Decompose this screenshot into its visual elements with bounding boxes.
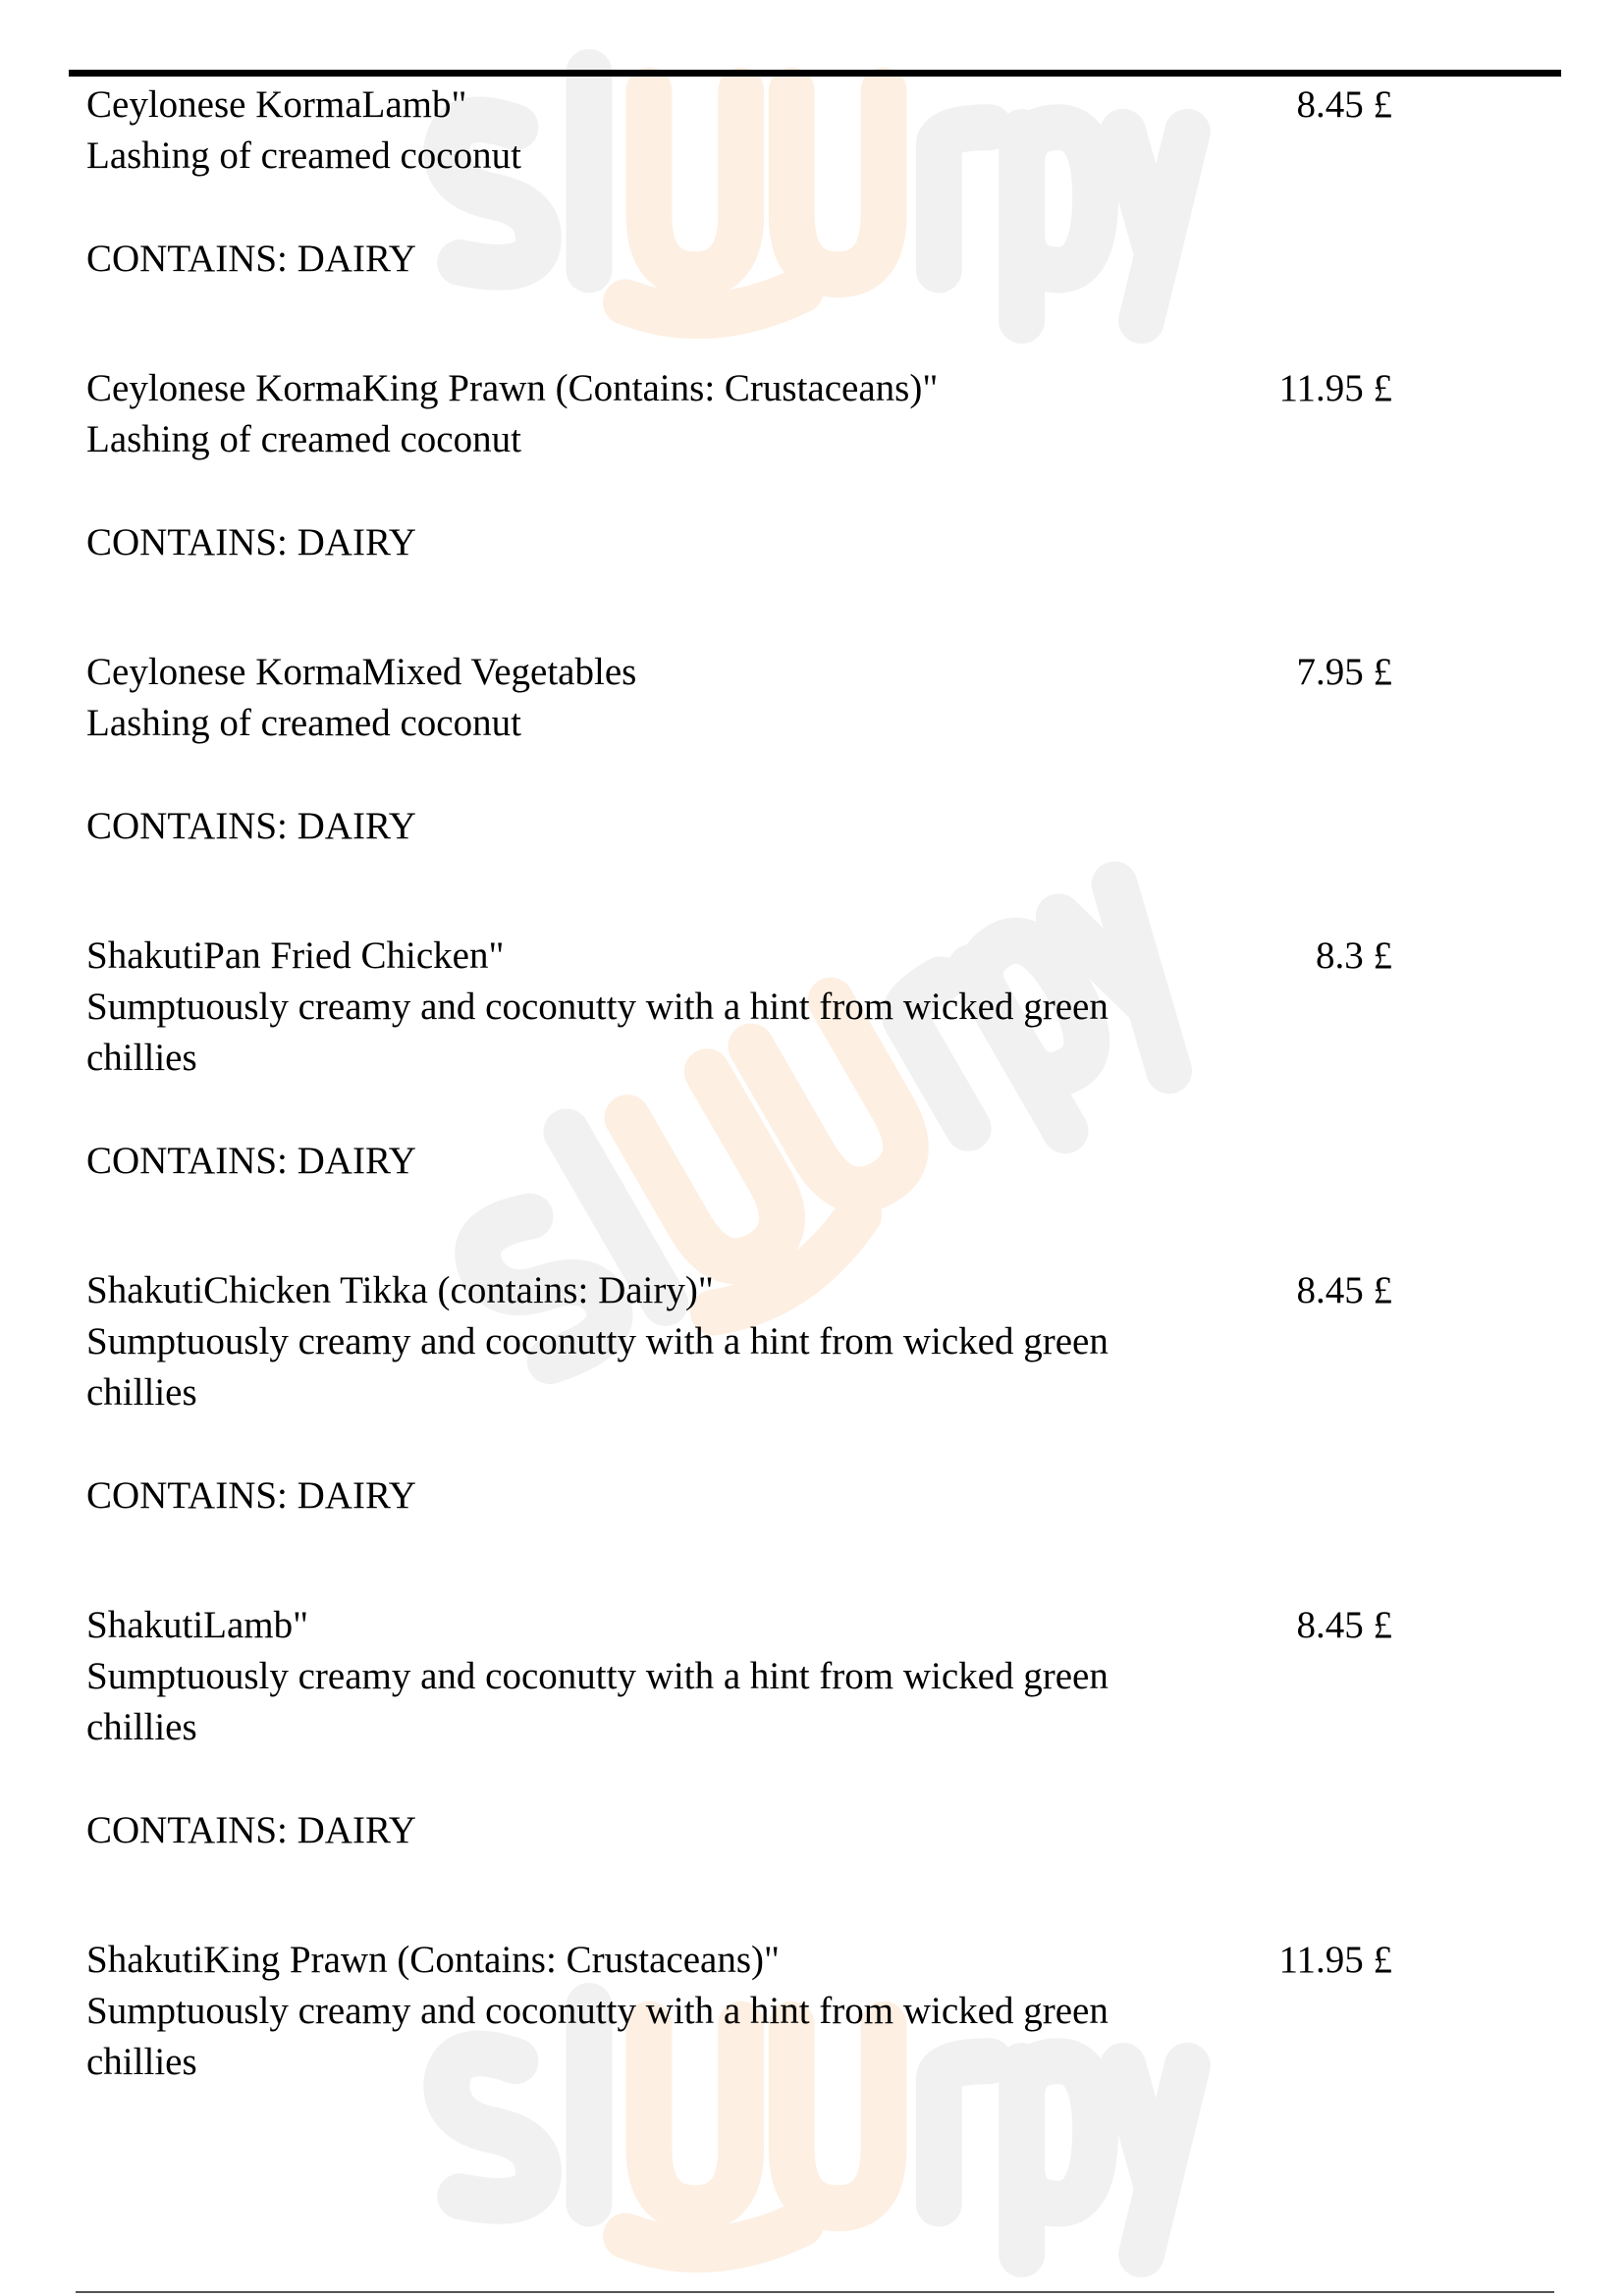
menu-item <box>86 647 1392 852</box>
top-divider <box>69 70 1561 77</box>
item-name: ShakutiLamb" <box>86 1604 309 1646</box>
menu-item <box>86 931 1392 1187</box>
item-name: ShakutiPan Fried Chicken" <box>86 934 505 977</box>
menu-item <box>86 80 1392 285</box>
item-description: Sumptuously creamy and coconutty with a hint from wicked green chillies <box>86 986 1109 1079</box>
item-allergens: CONTAINS: DAIRY <box>86 805 416 847</box>
item-name: ShakutiChicken Tikka (contains: Dairy)" <box>86 1269 714 1311</box>
item-allergens: CONTAINS: DAIRY <box>86 238 416 280</box>
item-name: Ceylonese KormaLamb" <box>86 83 467 126</box>
item-name: Ceylonese KormaMixed Vegetables <box>86 651 637 693</box>
item-allergens: CONTAINS: DAIRY <box>86 1140 416 1182</box>
item-price: 8.3 £ <box>1316 934 1392 977</box>
item-description: Sumptuously creamy and coconutty with a hint from wicked green chillies <box>86 1655 1109 1748</box>
item-allergens: CONTAINS: DAIRY <box>86 1474 416 1517</box>
item-allergens: CONTAINS: DAIRY <box>86 1809 416 1851</box>
item-name: Ceylonese KormaKing Prawn (Contains: Crustaceans)" <box>86 367 939 409</box>
item-name: ShakutiKing Prawn (Contains: Crustaceans)" <box>86 1939 780 1981</box>
item-price: 11.95 £ <box>1278 1939 1392 1981</box>
menu-item <box>86 1600 1392 1856</box>
menu-item <box>86 1935 1392 2088</box>
item-allergens: CONTAINS: DAIRY <box>86 521 416 563</box>
item-description: Lashing of creamed coconut <box>86 418 521 460</box>
item-description: Lashing of creamed coconut <box>86 702 521 744</box>
item-description: Sumptuously creamy and coconutty with a hint from wicked green chillies <box>86 1990 1109 2083</box>
item-price: 7.95 £ <box>1296 651 1392 693</box>
menu-item <box>86 1265 1392 1522</box>
bottom-divider <box>76 2291 1554 2293</box>
item-description: Sumptuously creamy and coconutty with a hint from wicked green chillies <box>86 1320 1109 1414</box>
item-description: Lashing of creamed coconut <box>86 134 521 177</box>
menu-list <box>86 80 1392 2088</box>
item-price: 8.45 £ <box>1296 1269 1392 1311</box>
menu-item <box>86 363 1392 568</box>
item-price: 11.95 £ <box>1278 367 1392 409</box>
item-price: 8.45 £ <box>1296 83 1392 126</box>
item-price: 8.45 £ <box>1296 1604 1392 1646</box>
